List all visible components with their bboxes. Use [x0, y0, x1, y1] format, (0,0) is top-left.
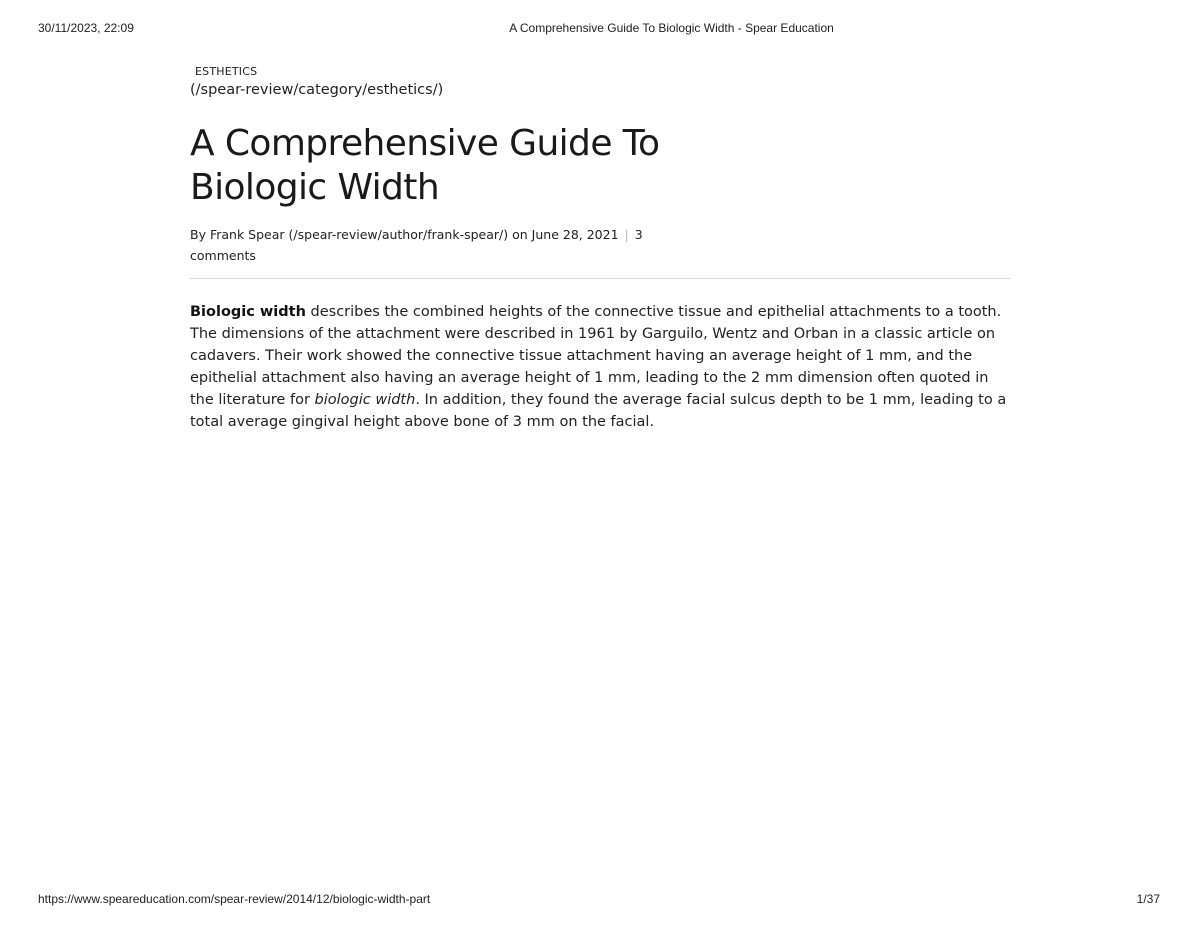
- article: [190, 64, 1010, 448]
- print-page-title: A Comprehensive Guide To Biologic Width - Spear Education: [509, 21, 834, 35]
- author-link[interactable]: (/spear-review/author/frank-spear/): [288, 227, 509, 242]
- print-url: https://www.speareducation.com/spear-review/2014/12/biologic-width-part: [38, 892, 431, 906]
- print-datetime: 30/11/2023, 22:09: [38, 21, 134, 35]
- author-name[interactable]: Frank Spear: [209, 227, 285, 242]
- article-title: [190, 122, 670, 210]
- italic-term: biologic width: [314, 392, 416, 408]
- title-line-1: A Comprehensive Guide To: [190, 123, 660, 164]
- byline: [190, 224, 670, 266]
- title-line-2: Biologic Width: [190, 167, 440, 208]
- byline-on: on: [512, 227, 528, 242]
- lead-term: Biologic width: [190, 304, 306, 320]
- byline-separator: |: [624, 227, 629, 242]
- comments-link[interactable]: 3 comments: [190, 227, 643, 263]
- category-link[interactable]: (/spear-review/category/esthetics/): [190, 82, 444, 98]
- publish-date: June 28, 2021: [531, 227, 619, 242]
- byline-by: By: [190, 227, 206, 242]
- print-page-number: 1/37: [1136, 892, 1160, 906]
- paragraph-text-a: describes the combined heights of the connective tissue and epithelial attachments to a tooth. The dimensions of the attachment were described in 1961 by Garguilo, Wentz and Orban in a classic article on cadavers. Their work showed the connective tissue attachment having an average height of 1 mm, and the epithelial attachment also having an average height of 1 mm, leading to the 2 mm dimension often quoted in the literature for: [190, 304, 1002, 408]
- divider: [190, 278, 1010, 279]
- paragraph-text-b: . In addition, they found the average facial sulcus depth to be 1 mm, leading to a total average gingival height above bone of 3 mm on the facial.: [190, 392, 1007, 430]
- category-label: ESTHETICS: [195, 65, 258, 78]
- article-paragraph: [190, 301, 1010, 433]
